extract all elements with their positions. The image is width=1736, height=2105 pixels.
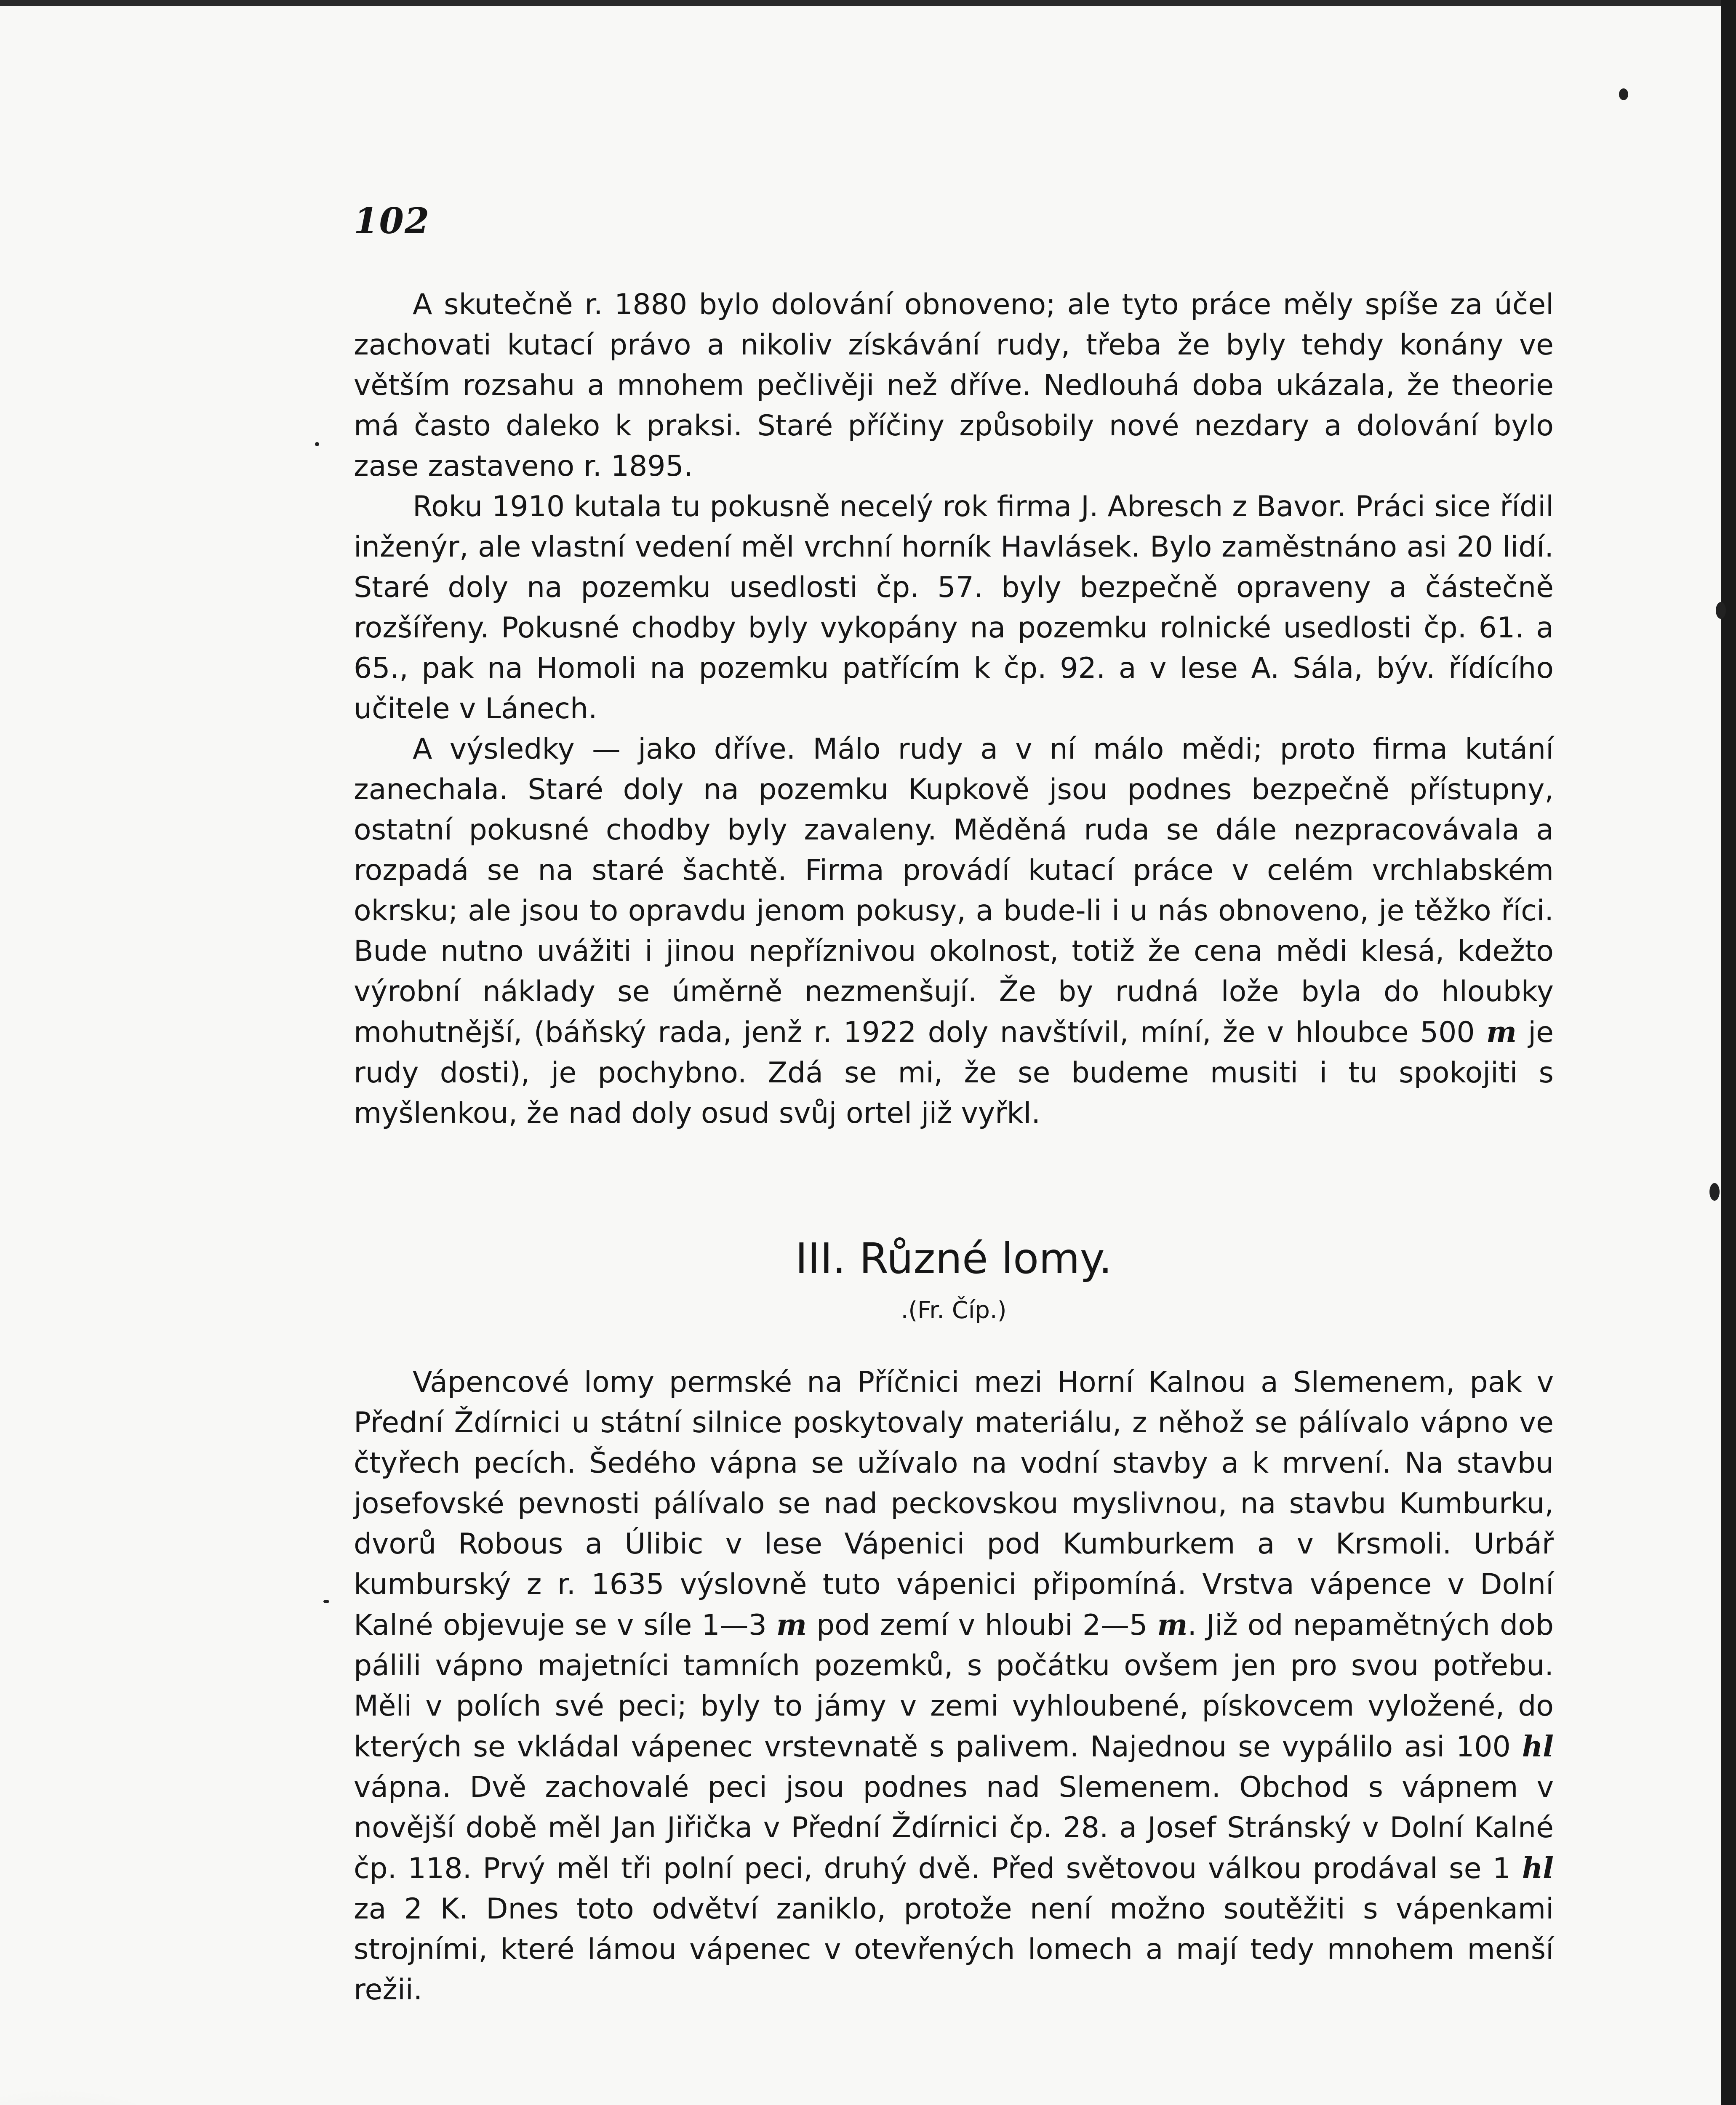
paragraph <box>354 487 1554 729</box>
text-run: A výsledky — jako dříve. Málo rudy a v ní málo mědi; proto firma kutání zanechala. Staré doly na pozemku Kupkově jsou podnes bezpečně přístupny, ostatní pokusné chodby byly zavaleny. Měděná ruda se dále nezpracovávala a rozpadá se na staré šachtě. Firma provádí kutací práce v celém vrchlabském okrsku; ale jsou to opravdu jenom pokusy, a bude-li i u nás obnoveno, je těžko říci. Bude nutno uvážiti i jinou nepříznivou okolnost, totiž že cena mědi klesá, kdežto výrobní náklady se úměrně nezmenšují. Že by rudná lože byla do hloubky mohutnější, (báňský rada, jenž r. 1922 doly navštívil, míní, že v hloubce 500 <box>354 733 1554 1049</box>
scan-border-top <box>0 0 1736 6</box>
unit-abbreviation: hl <box>1522 1730 1554 1764</box>
paragraph <box>354 1362 1554 2010</box>
unit-abbreviation: m <box>776 1608 807 1642</box>
scan-border-right <box>1721 0 1736 2105</box>
scan-speck <box>1619 88 1628 100</box>
scan-shadow <box>0 2032 379 2105</box>
text-run: A skutečně r. 1880 bylo dolování obnoveno; ale tyto práce měly spíše za účel zachovati kutací právo a nikoliv získávání rudy, třeba že byly tehdy konány ve větším rozsahu a mnohem pečlivěji než dříve. Nedlouhá doba ukázala, že theorie má často daleko k praksi. Staré příčiny způsobily nové nezdary a dolování bylo zase zastaveno r. 1895. <box>354 288 1554 483</box>
scan-speck <box>315 442 319 446</box>
paragraph <box>354 729 1554 1134</box>
scan-speck <box>1716 602 1726 619</box>
scan-speck <box>323 1600 329 1603</box>
text-run: Roku 1910 kutala tu pokusně necelý rok firma J. Abresch z Bavor. Práci sice řídil inženýr, ale vlastní vedení měl vrchní horník Havlásek. Bylo zaměstnáno asi 20 lidí. Staré doly na pozemku usedlosti čp. 57. byly bezpečně opraveny a částečně rozšířeny. Pokusné chodby byly vykopány na pozemku rolnické usedlosti čp. 61. a 65., pak na Homoli na pozemku patřícím k čp. 92. a v lese A. Sála, býv. řídícího učitele v Lánech. <box>354 490 1554 725</box>
scan-speck <box>1709 1183 1720 1201</box>
body-text-section-1 <box>354 285 1554 1134</box>
unit-abbreviation: m <box>1486 1015 1517 1049</box>
section-author: .(Fr. Číp.) <box>901 1297 1007 1324</box>
text-run: Vápencové lomy permské na Příčnici mezi Horní Kalnou a Slemenem, pak v Přední Ždírnici u státní silnice poskytovaly materiálu, z něhož se pálívalo vápno ve čtyřech pecích. Šedého vápna se užívalo na vodní stavby a k mrvení. Na stavbu josefovské pevnosti pálívalo se nad peckovskou myslivnou, na stavbu Kumburku, dvorů Robous a Úlibic v lese Vápenici pod Kumburkem a v Krsmoli. Urbář kumburský z r. 1635 výslovně tuto vápenici připomíná. Vrstva vápence v Dolní Kalné objevuje se v síle 1—3 <box>354 1366 1554 1642</box>
page-number: 102 <box>354 200 430 242</box>
text-run: vápna. Dvě zachovalé peci jsou podnes nad Slemenem. Obchod s vápnem v novější době měl Jan Jiřička v Přední Ždírnici čp. 28. a Josef Stránský v Dolní Kalné čp. 118. Prvý měl tři polní peci, druhý dvě. Před světovou válkou prodával se 1 <box>354 1771 1554 1885</box>
paragraph <box>354 285 1554 487</box>
unit-abbreviation: m <box>1157 1608 1188 1642</box>
section-heading: III. Různé lomy. <box>795 1234 1112 1283</box>
unit-abbreviation: hl <box>1522 1852 1554 1885</box>
body-text-section-2 <box>354 1362 1554 2010</box>
text-run: . Již od nepamětných dob pálili vápno majetníci tamních pozemků, s počátku ovšem jen pro svou potřebu. Měli v polích své peci; byly to jámy v zemi vyhloubené, pískovcem vyložené, do kterých se vkládal vápenec vrstevnatě s palivem. Najednou se vypálilo asi 100 <box>354 1609 1554 1764</box>
text-run: pod zemí v hloubi 2—5 <box>806 1609 1157 1642</box>
text-run: za 2 K. Dnes toto odvětví zaniklo, protože není možno soutěžiti s vápenkami strojními, které lámou vápenec v otevřených lomech a mají tedy mnohem menší režii. <box>354 1892 1554 2006</box>
text-run: je rudy dosti), je pochybno. Zdá se mi, že se budeme musiti i tu spokojiti s myšlenkou, že nad doly osud svůj ortel již vyřkl. <box>354 1016 1554 1130</box>
